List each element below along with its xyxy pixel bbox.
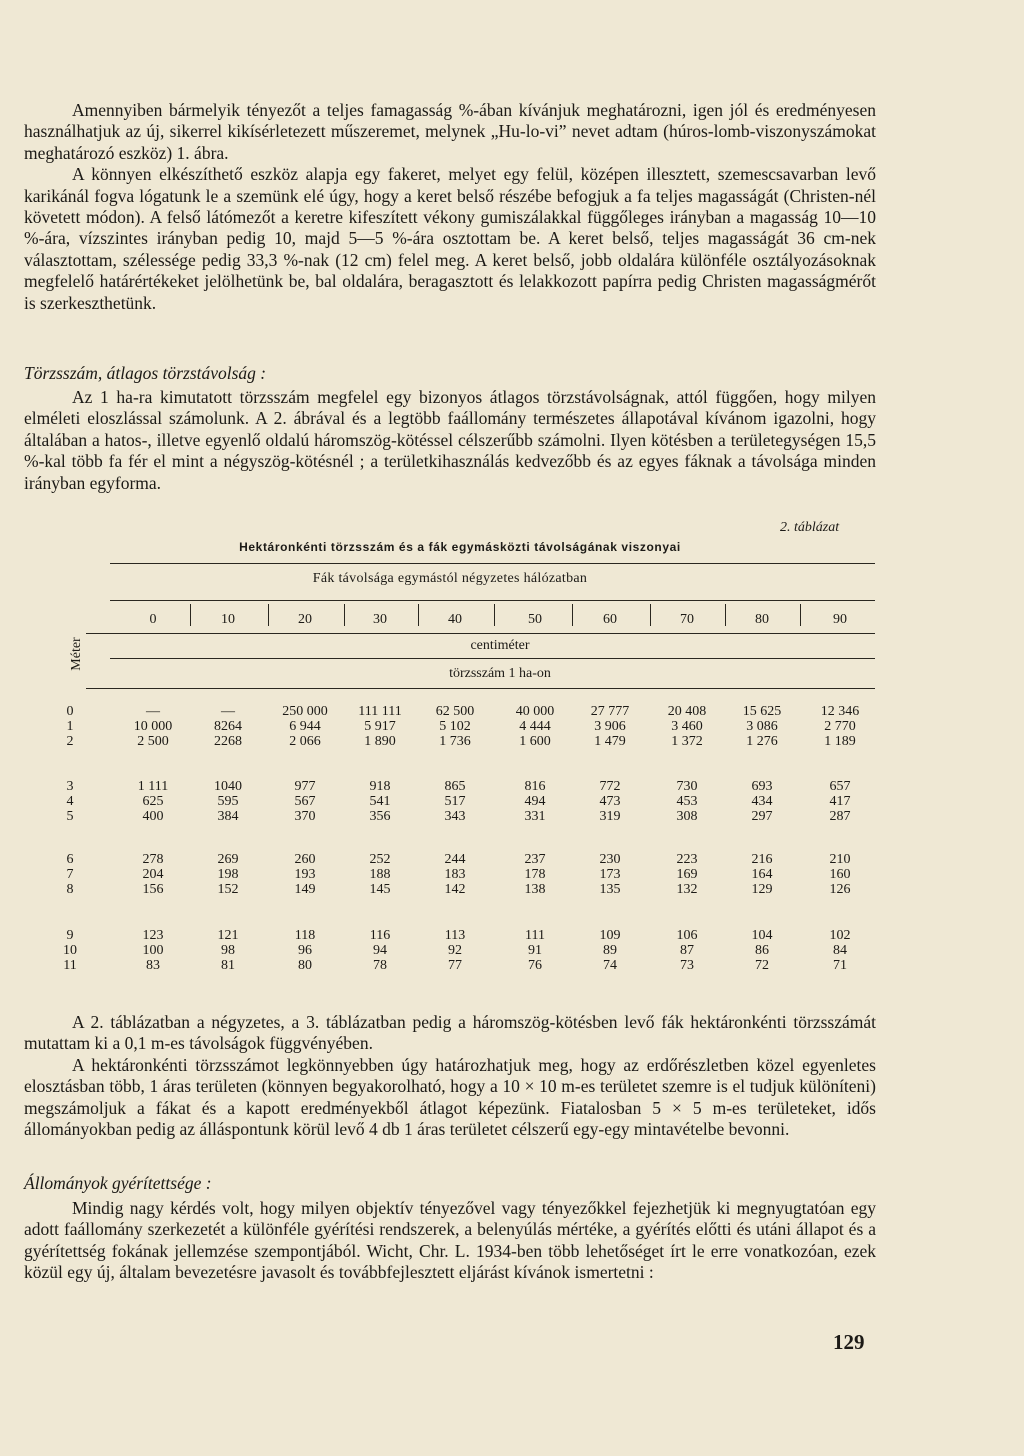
table-cell: 297 [751,809,773,824]
table-cell: 5 917 [364,719,396,734]
table-cell: 145 [369,882,391,897]
table-cell: 260 [294,852,316,867]
table-cell: 92 [448,943,462,958]
table-cell: 156 [142,882,164,897]
row-label: 6 [66,852,74,867]
unit-count: törzsszám 1 ha-on [449,666,551,681]
table-cell: 129 [751,882,773,897]
table-cell: 252 [369,852,391,867]
table-cell: 244 [444,852,466,867]
column-separator [800,604,801,626]
table-cell: 98 [221,943,235,958]
table-cell: 96 [298,943,312,958]
table-cell: 250 000 [282,704,328,719]
table-cell: 118 [294,928,316,943]
table-cell: 2 500 [137,734,169,749]
table-cell: 188 [369,867,391,882]
table-cell: 160 [829,867,851,882]
table-cell: 494 [524,794,546,809]
table-cell: 169 [676,867,698,882]
table-cell: 121 [217,928,239,943]
table-cell: 104 [751,928,773,943]
table-cell: 193 [294,867,316,882]
table-cell: 453 [676,794,698,809]
column-separator [418,604,419,626]
table-cell: 116 [369,928,391,943]
table-cell: 76 [528,958,542,973]
table-cell: 210 [829,852,851,867]
column-header: 20 [298,612,312,627]
table-cell: 20 408 [667,704,707,719]
column-separator [344,604,345,626]
table-cell: 278 [142,852,164,867]
table-rule-header [110,600,875,601]
table-cell: 74 [603,958,617,973]
table-side-label: Méter [69,637,84,671]
unit-cm: centiméter [470,638,530,653]
table-rule-top [110,563,875,564]
table-cell: 384 [217,809,239,824]
table-cell: 73 [680,958,694,973]
table-cell: 80 [298,958,312,973]
table-cell: 8264 [214,719,242,734]
table-cell: 183 [444,867,466,882]
table-cell: 865 [444,779,466,794]
table-cell: 730 [676,779,698,794]
table-cell: 94 [373,943,387,958]
table-title: Hektáronkénti törzsszám és a fák egymásközti távolságának viszonyai [239,540,681,554]
row-label: 9 [66,928,74,943]
thinning-section [24,1172,876,1284]
table-cell: 62 500 [435,704,475,719]
table-cell: 287 [829,809,851,824]
table-cell: 625 [142,794,164,809]
table-cell: 230 [599,852,621,867]
table-cell: 135 [599,882,621,897]
column-header: 50 [528,612,542,627]
table-cell: 816 [524,779,546,794]
table-cell: 100 [142,943,164,958]
table-label: 2. táblázat [780,520,840,535]
row-label: 1 [66,719,74,734]
row-label: 3 [66,779,74,794]
table-cell: 106 [676,928,698,943]
column-header: 30 [373,612,387,627]
table-cell: 91 [528,943,542,958]
column-header: 70 [680,612,694,627]
intro-section [24,100,876,314]
table-rule-unit [110,658,875,659]
table-cell: 308 [676,809,698,824]
table-cell: 1 890 [364,734,396,749]
column-header: 60 [603,612,617,627]
table-cell: 1040 [214,779,242,794]
table-cell: 1 479 [594,734,626,749]
row-label: 2 [66,734,74,749]
table-rule-body [86,688,875,689]
paragraph-thinning: Mindig nagy kérdés volt, hogy milyen objektív tényezővel vagy tényezőkkel fejezhetjük ki megnyugtatóan egy adott faállomány szerkezetét a különféle gyérítési rendszerek, a belenyúlás mértéke, a gyérítés előtti és utáni állapot és a gyérítettség fokának jellemzése szempontjából. Wicht, Chr. L. 1934-ben több lehetőséget írt le erre vonatkozóan, ezek közül egy új, általam bevezetésre javasolt és továbbfejlesztett eljárást kívánok ismertetni : [24,1198,876,1283]
table-cell: 3 906 [594,719,626,734]
paragraph-device: A könnyen elkészíthető eszköz alapja egy fakeret, melyet egy felül, középen illesztett, szemescsavarban levő karikánál fogva lógatunk le a szemünk elé úgy, hogy a keret belső részébe befogjuk a fa teljes magasságát (Christen-nél követett módon). A felső látómezőt a keretre kifeszített vékony gumiszálakkal függőleges irányban a magasság 10—10 %-ára, vízszintes irányban pedig 10, majd 5—5 %-ára osztottam be. A keret belső, teljes magasságát 36 cm-nek választottam, szélessége pedig 33,3 %-nak (12 cm) felel meg. A keret belső, jobb oldalára különféle osztályozásoknak megfelelő határértékeket jelölhetünk be, bal oldalára, beragasztott és lelakkozott papírra pedig Christen magasságmérőt is szerkeszthetünk. [24,164,876,313]
table-cell: 83 [146,958,160,973]
table-cell: 4 444 [519,719,551,734]
after-table-section [24,1012,876,1140]
table-cell: 109 [599,928,621,943]
row-label: 4 [66,794,74,809]
column-separator [572,604,573,626]
table-cell: 541 [369,794,391,809]
row-label: 7 [66,867,74,882]
table-cell: 113 [444,928,466,943]
table-cell: 319 [599,809,621,824]
table-cell: 198 [217,867,239,882]
table-cell: 138 [524,882,546,897]
table-cell: 434 [751,794,773,809]
table-cell: 71 [833,958,847,973]
table-cell: 89 [603,943,617,958]
column-header: 80 [755,612,769,627]
table-cell: 40 000 [515,704,555,719]
table-cell: 918 [369,779,391,794]
table-cell: 3 460 [671,719,703,734]
table-cell: 204 [142,867,164,882]
table-cell: 12 346 [820,704,860,719]
table-cell: 2 066 [289,734,321,749]
table-cell: 152 [217,882,239,897]
column-header: 40 [448,612,462,627]
table-cell: 3 086 [746,719,778,734]
column-header: 90 [833,612,847,627]
column-separator [190,604,191,626]
table-cell: 356 [369,809,391,824]
table-cell: 10 000 [133,719,173,734]
table-cell: 72 [755,958,769,973]
paragraph-table-ref: A 2. táblázatban a négyzetes, a 3. táblázatban pedig a háromszög-kötésben levő fák hektáronkénti törzsszámát mutattam ki a 0,1 m-es távolságok függvényében. [24,1012,876,1054]
table-cell: 132 [676,882,698,897]
table-cell: — [146,704,160,719]
table-cell: 164 [751,867,773,882]
table-rule-cols [86,633,875,634]
table-cell: 1 189 [824,734,856,749]
column-header: 10 [221,612,235,627]
table-cell: 87 [680,943,694,958]
row-label: 10 [63,943,77,958]
table-cell: 27 777 [590,704,630,719]
row-label: 8 [66,882,74,897]
table-cell: 1 600 [519,734,551,749]
row-label: 0 [66,704,74,719]
heading-thinning: Állományok gyérítettsége : [24,1173,212,1193]
table-cell: 126 [829,882,851,897]
column-header: 0 [149,612,157,627]
table-cell: 1 372 [671,734,703,749]
table-cell: 15 625 [742,704,782,719]
table-cell: 237 [524,852,546,867]
table-cell: 657 [829,779,851,794]
paragraph-tree-count: Az 1 ha-ra kimutatott törzsszám megfelel egy bizonyos átlagos törzstávolságnak, attól függően, hogy milyen elméleti eloszlással számolunk. A 2. ábrával és a legtöbb faállomány természetes állapotával kívánom igazolni, hogy általában a hatos-, illetve egyenlő oldalú háromszög-kötéssel célszerűbb számolni. Ilyen kötésben a területegységen 15,5 %-kal több fa fér el mint a négyszög-kötésnél ; a területkihasználás kedvezőbb és az egyes fáknak a távolsága minden irányban egyforma. [24,387,876,493]
table-cell: 2 770 [824,719,856,734]
table-cell: 331 [524,809,546,824]
table-cell: 123 [142,928,164,943]
table-cell: 567 [294,794,316,809]
table-cell: 977 [294,779,316,794]
table-cell: 149 [294,882,316,897]
table-subtitle: Fák távolsága egymástól négyzetes hálózatban [312,571,588,586]
table-cell: 473 [599,794,621,809]
table-cell: 111 [525,928,545,943]
table-cell: 6 944 [289,719,321,734]
table-cell: 2268 [214,734,242,749]
table-cell: 693 [751,779,773,794]
table-cell: 400 [142,809,164,824]
column-separator [494,604,495,626]
table-cell: 142 [444,882,466,897]
table-cell: 772 [599,779,621,794]
table-cell: 517 [444,794,466,809]
table-cell: 1 276 [746,734,778,749]
table-cell: 81 [221,958,235,973]
table-cell: 84 [833,943,847,958]
page-number: 129 [833,1330,865,1354]
tree-section [24,362,876,494]
table-cell: 370 [294,809,316,824]
row-label: 11 [63,958,77,973]
heading-tree-count: Törzsszám, átlagos törzstávolság : [24,363,267,383]
table-cell: — [221,704,235,719]
table-cell: 417 [829,794,851,809]
column-separator [268,604,269,626]
paragraph-intro: Amennyiben bármelyik tényezőt a teljes famagasság %-ában kívánjuk meghatározni, igen jól és eredményesen használhatjuk az új, sikerrel kikísérletezett műszeremet, melynek „Hu-lo-vi” nevet adtam (húros-lomb-viszonyszámokat meghatározó eszköz) 1. ábra. [24,100,876,163]
table-cell: 595 [217,794,239,809]
table-cell: 1 111 [137,779,169,794]
row-label: 5 [66,809,74,824]
table-cell: 111 111 [358,704,402,719]
table-cell: 269 [217,852,239,867]
column-separator [650,604,651,626]
table-cell: 5 102 [439,719,471,734]
table-cell: 77 [448,958,462,973]
table-cell: 1 736 [439,734,471,749]
table-cell: 223 [676,852,698,867]
column-separator [725,604,726,626]
table-cell: 216 [751,852,773,867]
table-cell: 102 [829,928,851,943]
table-cell: 343 [444,809,466,824]
table-cell: 173 [599,867,621,882]
table-cell: 86 [755,943,769,958]
table-cell: 78 [373,958,387,973]
paragraph-sampling: A hektáronkénti törzsszámot legkönnyebben úgy határozhatjuk meg, hogy az erdőrészletben közel egyenletes elosztásban több, 1 áras területen (könnyen begyakorolható, hogy a 10 × 10 m-es területet szemre is el tudjuk különíteni) megszámoljuk a fákat és a kapott eredményekből átlagot képezünk. Fiatalosban 5 × 5 m-es területeket, idős állományokban pedig az álláspontunk körül levő 4 db 1 áras területet célszerű egy-egy mintavételbe bevonni. [24,1054,876,1140]
table-cell: 178 [524,867,546,882]
